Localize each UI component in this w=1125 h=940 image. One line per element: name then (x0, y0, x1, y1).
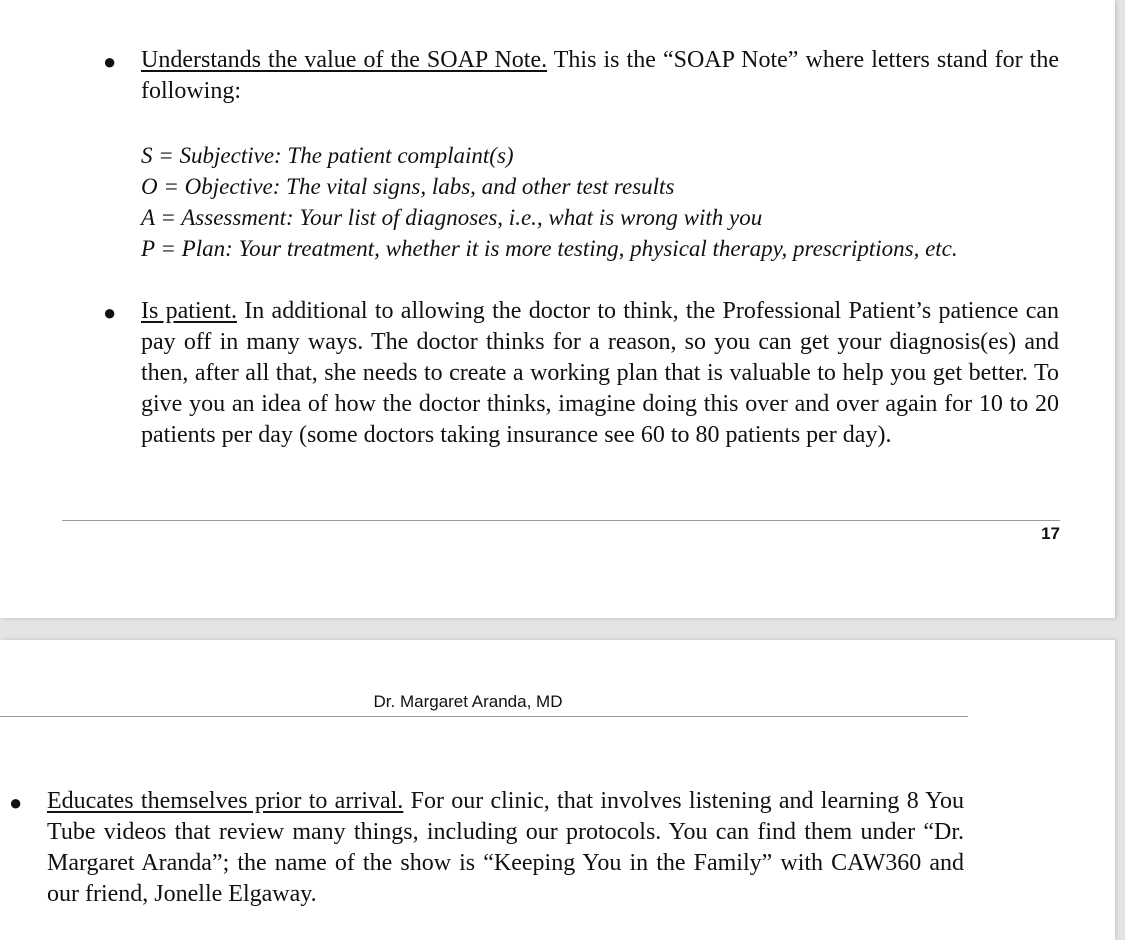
bullet-is-patient (141, 296, 1059, 451)
bullet-soap-note (141, 45, 1059, 107)
soap-subjective: S = Subjective: The patient complaint(s) (141, 143, 514, 168)
footer-rule (62, 520, 1060, 521)
bullet-lead: Educates themselves prior to arrival. (47, 788, 404, 814)
bullet-text: For our clinic, that involves listening and learning 8 You Tube videos that review many things, including our protocols. You can find them under “Dr. Margaret Aranda”; the name of the show is “Keeping You in the Family” with CAW360 and our friend, Jonelle Elgaway. (47, 788, 964, 907)
page-number: 17 (1041, 524, 1060, 543)
bullet-lead: Is patient. (141, 298, 237, 324)
bullet-lead: Understands the value of the SOAP Note. (141, 47, 548, 73)
soap-assessment: A = Assessment: Your list of diagnoses, i.e., what is wrong with you (141, 205, 763, 230)
bullet-dot: ● (9, 790, 23, 815)
running-header: Dr. Margaret Aranda, MD (373, 692, 563, 711)
soap-objective: O = Objective: The vital signs, labs, and other test results (141, 174, 675, 199)
soap-plan: P = Plan: Your treatment, whether it is more testing, physical therapy, prescriptions, etc. (141, 236, 958, 261)
soap-list (141, 140, 958, 264)
bullet-educates (47, 786, 964, 910)
bullet-text: This is the “SOAP Note” where letters stand for the following: (141, 47, 1060, 104)
bullet-text: In additional to allowing the doctor to think, the Professional Patient’s patience can pay off in many ways. The doctor thinks for a reason, so you can get your diagnosis(es) and then, after all that, she needs to create a working plan that is valuable to help you get better. To give you an idea of how the doctor thinks, imagine doing this over and over again for 10 to 20 patients per day (some doctors taking insurance see 60 to 80 patients per day). (141, 298, 1060, 448)
page-18 (0, 640, 1115, 940)
bullet-dot: ● (103, 300, 117, 325)
bullet-dot: ● (103, 49, 117, 74)
header-rule (0, 716, 968, 717)
